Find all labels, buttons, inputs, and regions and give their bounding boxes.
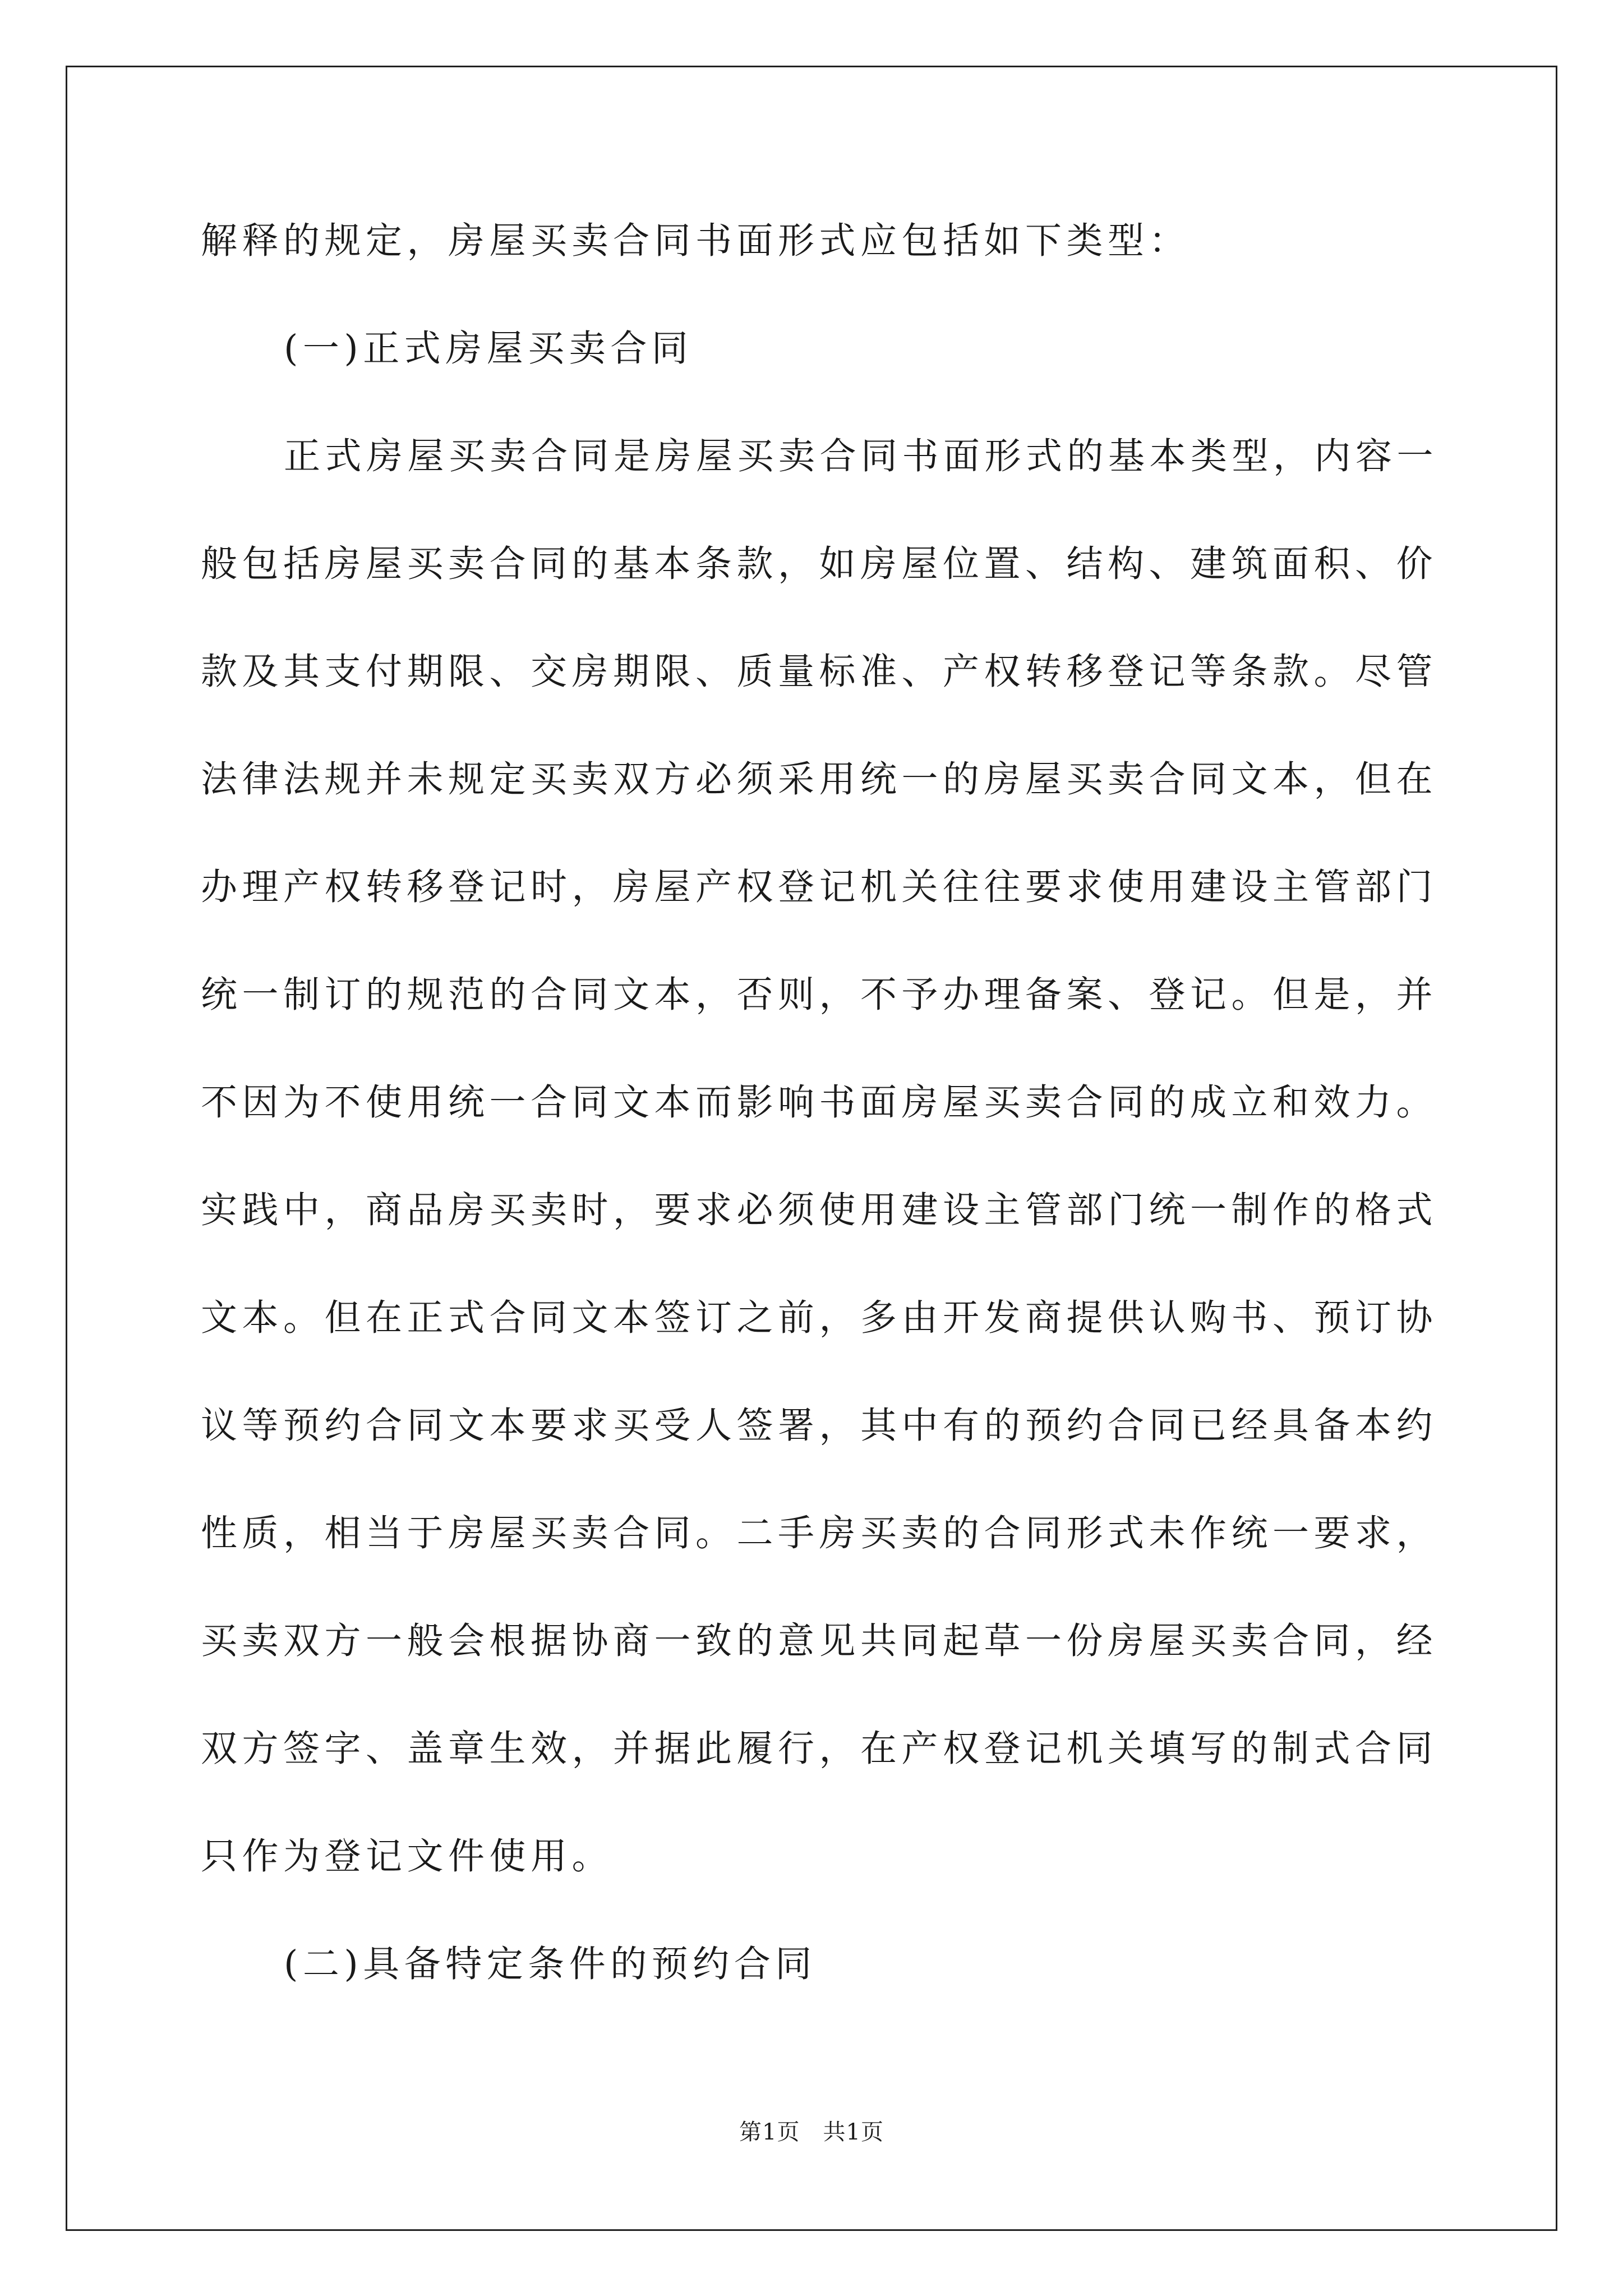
text-line: 议等预约合同文本要求买受人签署，其中有的预约合同已经具备本约: [201, 1405, 1438, 1447]
text-line: 买卖双方一般会根据协商一致的意见共同起草一份房屋买卖合同，经: [201, 1620, 1438, 1662]
page-footer: 第1页 共1页: [739, 2119, 884, 2145]
text-line: 般包括房屋买卖合同的基本条款，如房屋位置、结构、建筑面积、价: [201, 543, 1438, 585]
text-line: 办理产权转移登记时，房屋产权登记机关往往要求使用建设主管部门: [201, 866, 1438, 908]
text-line: 双方签字、盖章生效，并据此履行，在产权登记机关填写的制式合同: [201, 1728, 1438, 1770]
text-line: 正式房屋买卖合同是房屋买卖合同书面形式的基本类型，内容一: [284, 435, 1438, 477]
text-line: 解释的规定，房屋买卖合同书面形式应包括如下类型：: [201, 220, 1191, 262]
text-line: 法律法规并未规定买卖双方必须采用统一的房屋买卖合同文本，但在: [201, 758, 1438, 800]
section-heading: (一)正式房屋买卖合同: [284, 328, 693, 370]
text-line: 实践中，商品房买卖时，要求必须使用建设主管部门统一制作的格式: [201, 1189, 1438, 1231]
text-line: 统一制订的规范的合同文本，否则，不予办理备案、登记。但是，并: [201, 974, 1438, 1016]
text-line: 只作为登记文件使用。: [201, 1835, 614, 1878]
text-line: 款及其支付期限、交房期限、质量标准、产权转移登记等条款。尽管: [201, 651, 1438, 693]
page-border: [66, 66, 1557, 2231]
text-line: 文本。但在正式合同文本签订之前，多由开发商提供认购书、预订协: [201, 1297, 1438, 1339]
text-line: 不因为不使用统一合同文本而影响书面房屋买卖合同的成立和效力。: [201, 1082, 1438, 1124]
text-line: 性质，相当于房屋买卖合同。二手房买卖的合同形式未作统一要求，: [201, 1512, 1438, 1554]
section-heading: (二)具备特定条件的预约合同: [284, 1943, 817, 1985]
